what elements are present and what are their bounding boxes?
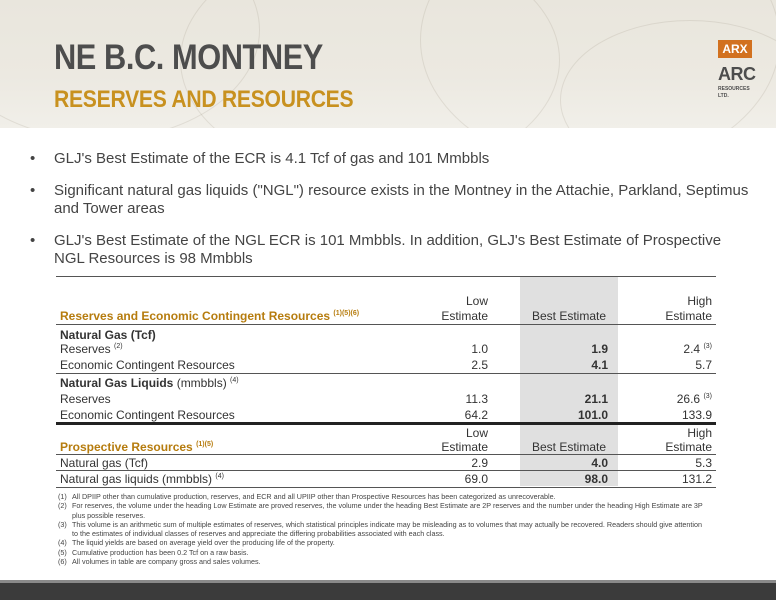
high-value: 5.7 xyxy=(695,358,712,372)
best-value: 1.9 xyxy=(591,342,608,356)
table-row xyxy=(56,342,716,356)
bullet-text: GLJ's Best Estimate of the ECR is 4.1 Tcf of gas and 101 Mmbbls xyxy=(54,150,490,167)
logo-resources-text: RESOURCES xyxy=(718,86,750,92)
table-thick-rule xyxy=(56,422,716,425)
footnote xyxy=(58,538,708,547)
footnote-ref: (1)(5) xyxy=(196,441,214,448)
footnote-text: The liquid yields are based on average yield over the producing life of the property. xyxy=(72,538,335,548)
ngl-section-label xyxy=(60,376,239,390)
footnote xyxy=(58,557,708,566)
low-value: 69.0 xyxy=(464,472,488,486)
low-estimate-header: Estimate xyxy=(441,309,488,323)
bullet-text: GLJ's Best Estimate of the NGL ECR is 101 Mmbbls. In addition, GLJ's Best Estimate of Prospective NGL Resources is 98 Mmbbls xyxy=(54,232,722,267)
bullet-dot: • xyxy=(30,182,36,199)
bullet-list xyxy=(30,150,750,282)
prospective-resources-header-text: Prospective Resources xyxy=(60,440,193,454)
row-label-text: Natural gas liquids (mmbbls) xyxy=(60,472,213,486)
logo-arc-text: ARC xyxy=(718,64,756,84)
row-label: Reserves xyxy=(60,392,111,406)
table-header-row-2b xyxy=(56,440,716,454)
footer-accent-line xyxy=(0,580,776,583)
footnote xyxy=(58,501,708,520)
high-estimate-header: Estimate xyxy=(665,440,712,454)
high-value: 5.3 xyxy=(695,456,712,470)
footnote-number: (1) xyxy=(58,492,67,501)
reserves-resources-table xyxy=(56,276,716,490)
logo-ltd-text: LTD. xyxy=(718,93,729,99)
low-value: 64.2 xyxy=(464,408,488,422)
bullet-dot: • xyxy=(30,150,36,167)
table-top-rule xyxy=(56,276,716,277)
best-estimate-header: Best Estimate xyxy=(531,440,607,454)
bullet-item xyxy=(30,232,750,268)
table-rule xyxy=(56,470,716,471)
slide-subtitle: RESERVES AND RESOURCES xyxy=(54,86,354,113)
high-estimate-header: Estimate xyxy=(665,309,712,323)
table-rule xyxy=(56,324,716,325)
slide-title: NE B.C. MONTNEY xyxy=(54,38,323,77)
low-value: 11.3 xyxy=(465,392,488,406)
footnote-text: All volumes in table are company gross and sales volumes. xyxy=(72,557,261,567)
footnote-ref: (2) xyxy=(114,343,123,350)
high-value xyxy=(683,342,712,356)
footnotes xyxy=(58,492,708,566)
table-section-row xyxy=(56,376,716,390)
high-value-text: 2.4 xyxy=(683,342,701,356)
table-bottom-rule xyxy=(56,487,716,488)
table-rule xyxy=(56,454,716,455)
table-section-row xyxy=(56,328,716,342)
table-header-row-1a xyxy=(56,294,716,308)
bullet-text: Significant natural gas liquids ("NGL") resource exists in the Montney in the Attachie, Parkland, Septimus and Tower areas xyxy=(54,182,749,217)
bullet-dot: • xyxy=(30,232,36,249)
reserves-ecr-header-text: Reserves and Economic Contingent Resources xyxy=(60,309,331,323)
low-estimate-header: Estimate xyxy=(441,440,488,454)
low-value: 1.0 xyxy=(471,342,488,356)
low-value: 2.9 xyxy=(471,456,488,470)
natural-gas-section-label: Natural Gas (Tcf) xyxy=(60,328,156,342)
high-value-text: 26.6 xyxy=(676,392,701,406)
footnote-ref: (4) xyxy=(230,377,239,384)
table-row xyxy=(56,408,716,422)
ngl-unit: (mmbbls) xyxy=(173,376,227,390)
footnote-number: (2) xyxy=(58,501,67,511)
best-value: 4.0 xyxy=(591,456,608,470)
high-value: 133.9 xyxy=(681,408,712,422)
table-header-row-1b xyxy=(56,309,716,323)
table-row xyxy=(56,472,716,486)
bullet-item xyxy=(30,182,750,218)
high-value xyxy=(677,392,712,406)
footnote-ref: (4) xyxy=(215,473,224,480)
arc-resources-logo xyxy=(718,40,766,118)
row-label xyxy=(60,342,123,356)
ngl-section-label-text: Natural Gas Liquids xyxy=(60,376,174,390)
footnote-number: (5) xyxy=(58,547,67,557)
slide-header-band xyxy=(0,0,776,128)
footnote-text: All DPIIP other than cumulative production, reserves, and ECR and all UPIIP other than Prospective Resources has been categorized as unrecoverable. xyxy=(72,492,556,501)
slide-footer-strip xyxy=(0,580,776,600)
table-rule xyxy=(56,373,716,374)
best-estimate-header: Best Estimate xyxy=(531,309,607,323)
best-value: 101.0 xyxy=(577,408,608,422)
footnote xyxy=(58,520,708,539)
row-label xyxy=(60,472,224,486)
row-label: Natural gas (Tcf) xyxy=(60,456,149,470)
low-value: 2.5 xyxy=(471,358,488,372)
footnote-ref: (3) xyxy=(703,393,712,400)
footnote-text: This volume is an arithmetic sum of multiple estimates of reserves, which statistical principles indicate may be misleading as to volumes that may actually be recovered. Readers should give attention to the estimates of individual classes of reserves and appreciate the differing probabilities associated with each class. xyxy=(72,519,702,539)
table-row xyxy=(56,358,716,372)
best-value: 4.1 xyxy=(591,358,608,372)
high-estimate-header: High xyxy=(687,294,712,308)
footnote-number: (6) xyxy=(58,557,67,567)
high-value: 131.2 xyxy=(681,472,712,486)
footnote-number: (4) xyxy=(58,538,67,548)
low-estimate-header: Low xyxy=(465,426,488,440)
row-label: Economic Contingent Resources xyxy=(60,358,235,372)
footnote xyxy=(58,548,708,557)
table-header-row-2a xyxy=(56,426,716,440)
reserves-ecr-header xyxy=(60,309,359,323)
low-estimate-header: Low xyxy=(465,294,488,308)
footnote-number: (3) xyxy=(58,519,67,529)
table-row xyxy=(56,392,716,406)
best-value: 21.1 xyxy=(584,392,608,406)
table-row xyxy=(56,456,716,470)
row-label: Economic Contingent Resources xyxy=(60,408,235,422)
footnote xyxy=(58,492,708,501)
prospective-resources-header xyxy=(60,440,213,454)
footnote-text: For reserves, the volume under the heading Low Estimate are proved reserves, the volume under the heading Best Estimate are 2P reserves and the number under the heading High Estimate are 3P plus possible reserves. xyxy=(72,501,703,520)
bullet-item xyxy=(30,150,750,168)
footnote-text: Cumulative production has been 0.2 Tcf on a raw basis. xyxy=(72,547,249,557)
high-estimate-header: High xyxy=(687,426,712,440)
best-value: 98.0 xyxy=(584,472,608,486)
footnote-ref: (1)(5)(6) xyxy=(333,310,360,317)
footnote-ref: (3) xyxy=(703,343,712,350)
row-label-text: Reserves xyxy=(60,342,111,356)
logo-arx-box: ARX xyxy=(718,40,752,58)
